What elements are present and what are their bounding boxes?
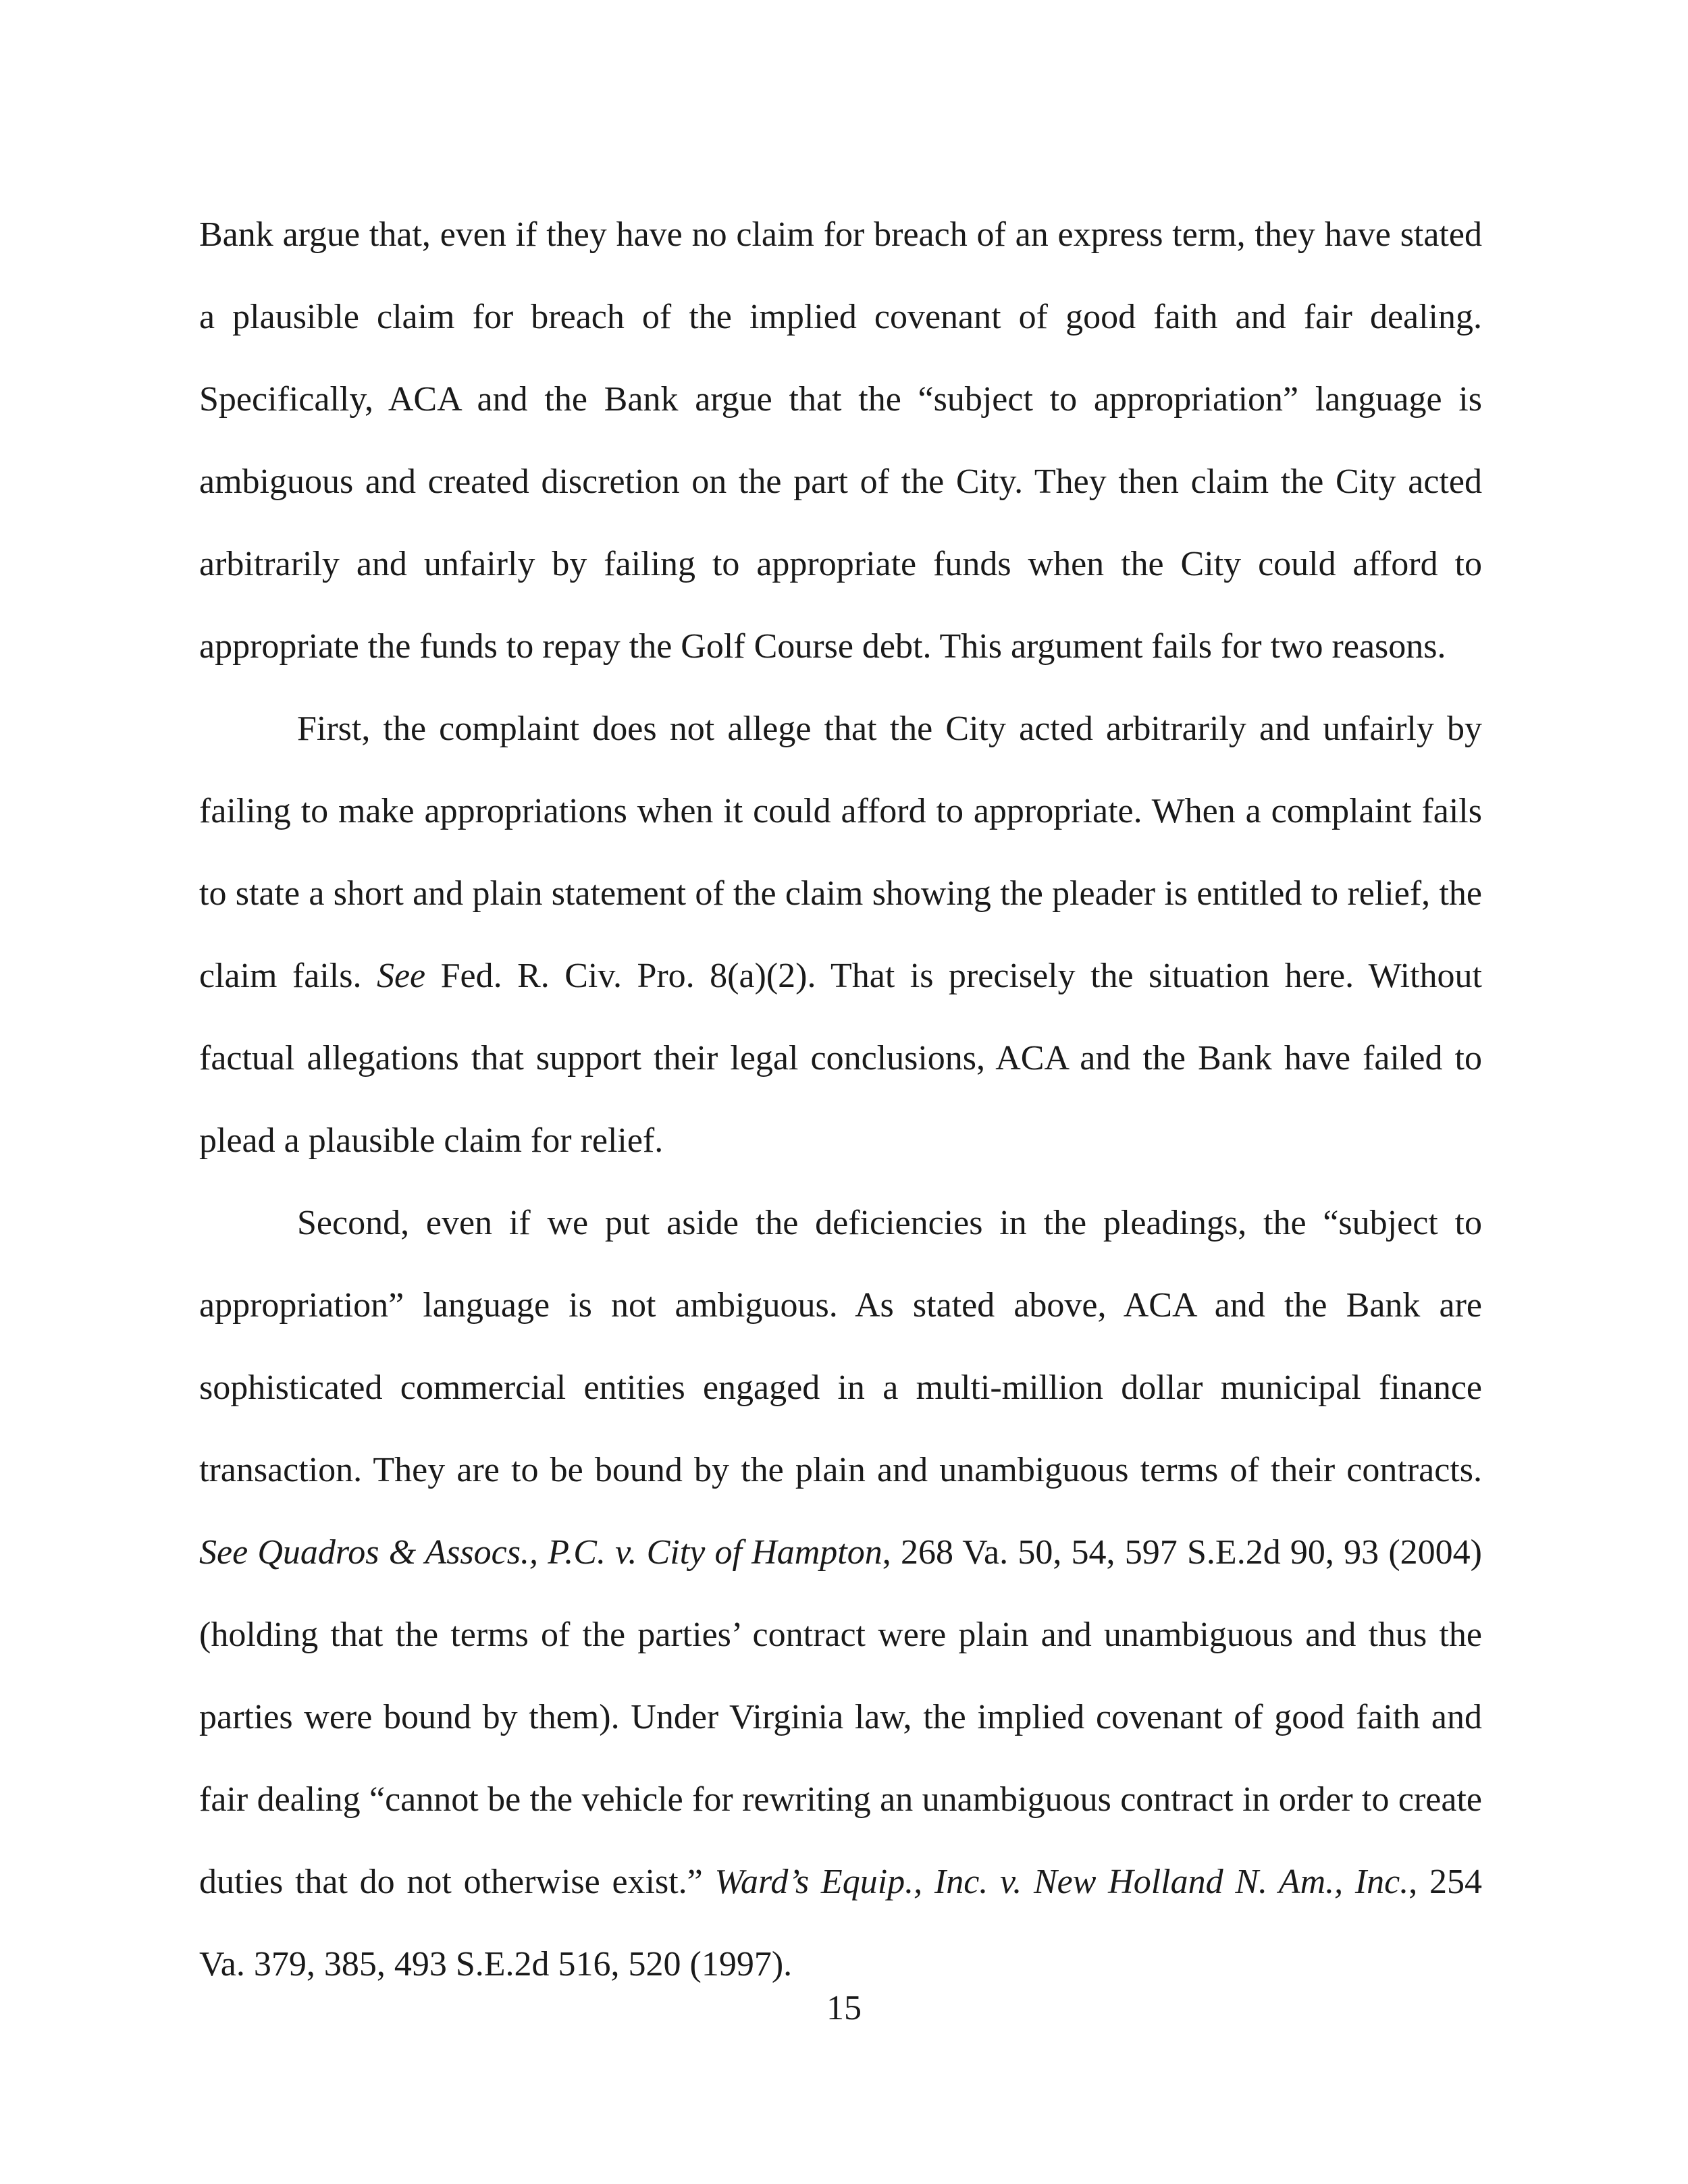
text-segment: , 254 Va. 379, 385, 493 S.E.2d 516, 520 (1997). [199, 1863, 1482, 1983]
case-citation: Ward’s Equip., Inc. v. New Holland N. Am., Inc. [714, 1863, 1409, 1901]
text-segment: , 268 Va. 50, 54, 597 S.E.2d 90, 93 (2004) (holding that the terms of the parties’ contract were plain and unambiguous and thus the parties were bound by them). Under Virginia law, the implied covenant of good faith and fair dealing “cannot be the vehicle for rewriting an unambiguous contract in order to create duties that do not otherwise exist.” [199, 1533, 1482, 1901]
paragraph-first-reason [199, 688, 1482, 1182]
page-number: 15 [826, 1989, 862, 2027]
text-segment: Fed. R. Civ. Pro. 8(a)(2). That is precisely the situation here. Without factual allegations that support their legal conclusions, ACA and the Bank have failed to plead a plausible claim for relief. [199, 957, 1482, 1160]
citation-signal: See [376, 957, 426, 995]
paragraph-continuation [199, 194, 1482, 688]
text-segment: Second, even if we put aside the deficiencies in the pleadings, the “subject to appropriation” language is not ambiguous. As stated above, ACA and the Bank are sophisticated commercial entities engaged in a multi-million dollar municipal finance transaction. They are to be bound by the plain and unambiguous terms of their contracts. [199, 1204, 1482, 1489]
paragraph-second-reason [199, 1182, 1482, 2006]
case-citation: See Quadros & Assocs., P.C. v. City of Hampton [199, 1533, 882, 1572]
body-text [199, 194, 1482, 2006]
text-segment: Bank argue that, even if they have no claim for breach of an express term, they have stated a plausible claim for breach of the implied covenant of good faith and fair dealing. Specifically, ACA and the Bank argue that the “subject to appropriation” language is ambiguous and created discretion on the part of the City. They then claim the City acted arbitrarily and unfairly by failing to appropriate funds when the City could afford to appropriate the funds to repay the Golf Course debt. This argument fails for two reasons. [199, 215, 1482, 666]
text-segment: First, the complaint does not allege that the City acted arbitrarily and unfairly by failing to make appropriations when it could afford to appropriate. When a complaint fails to state a short and plain statement of the claim showing the pleader is entitled to relief, the claim fails. [199, 710, 1482, 995]
